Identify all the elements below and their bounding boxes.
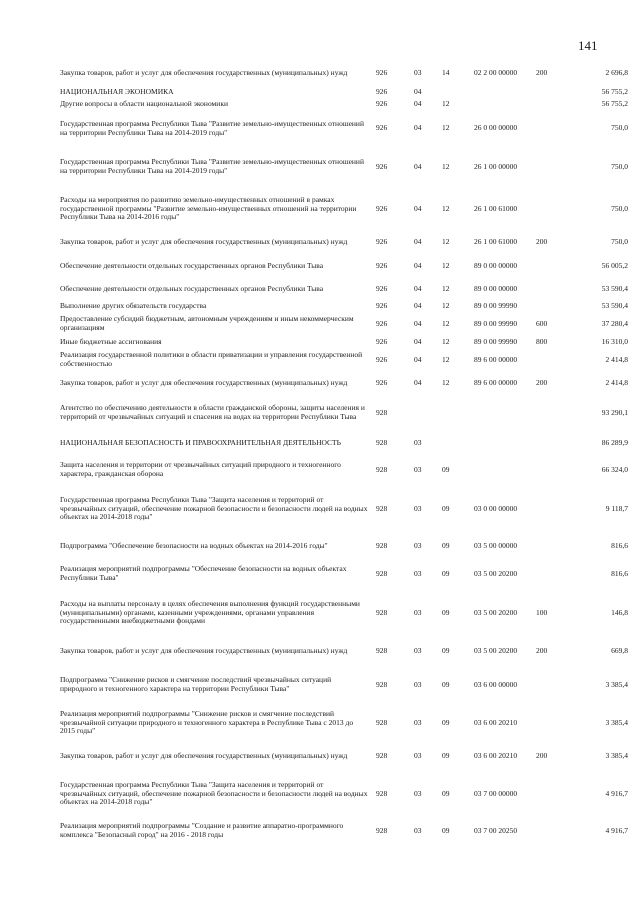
row-subsection: 09 xyxy=(442,464,450,474)
row-subsection: 12 xyxy=(442,260,450,270)
row-name: Расходы на выплаты персоналу в целях обеспечения выполнения функций государственными (муниципальными) органами, казенными учреждениями, органами управления государственными внебюджетными фондами xyxy=(60,599,360,626)
row-expense-type xyxy=(536,278,566,300)
row-expense-type xyxy=(536,455,566,485)
row-target-article: 89 6 00 00000 xyxy=(474,377,518,387)
row-amount: 93 290,1 xyxy=(601,407,628,417)
table-row xyxy=(60,533,628,559)
table-row xyxy=(60,559,628,589)
table-row xyxy=(60,431,628,455)
row-amount: 816,6 xyxy=(611,568,628,578)
row-section: 03 xyxy=(414,67,422,77)
row-target-article: 89 0 00 99990 xyxy=(474,318,518,328)
row-name: Реализация мероприятий подпрограммы "Снижение рисков и смягчение последствий чрезвычайной ситуации природного и техногенного характера в Республике Тыва с 2013 до 2015 годы" xyxy=(60,709,354,736)
row-ministry-code: 926 xyxy=(376,203,388,213)
row-subsection: 12 xyxy=(442,203,450,213)
row-expense-type: 200 xyxy=(536,67,548,77)
row-name: Государственная программа Республики Тыва "Развитие земельно-имущественных отношений на территории Республики Тыва на 2014-2019 годы" xyxy=(60,157,364,175)
row-subsection: 09 xyxy=(442,825,450,835)
row-ministry-code: 926 xyxy=(376,354,388,364)
row-section: 03 xyxy=(414,645,422,655)
row-ministry-code: 926 xyxy=(376,301,388,311)
row-expense-type: 200 xyxy=(536,377,548,387)
row-name: Закупка товаров, работ и услуг для обеспечения государственных (муниципальных) нужд xyxy=(60,67,348,77)
table-row xyxy=(60,335,628,349)
row-ministry-code: 928 xyxy=(376,825,388,835)
row-ministry-code: 926 xyxy=(376,123,388,133)
row-name: Закупка товаров, работ и услуг для обеспечения государственных (муниципальных) нужд xyxy=(60,750,348,760)
row-subsection: 12 xyxy=(442,99,450,109)
row-target-article xyxy=(474,86,536,98)
row-section: 04 xyxy=(414,318,422,328)
row-expense-type xyxy=(536,771,566,817)
row-subsection: 09 xyxy=(442,607,450,617)
row-subsection: 12 xyxy=(442,161,450,171)
row-ministry-code: 928 xyxy=(376,540,388,550)
row-section: 04 xyxy=(414,354,422,364)
row-subsection: 09 xyxy=(442,568,450,578)
row-name: Выполнение других обязательств государства xyxy=(60,301,207,311)
row-target-article: 89 0 00 00000 xyxy=(474,283,518,293)
row-expense-type xyxy=(536,485,566,533)
table-row xyxy=(60,455,628,485)
row-target-article: 03 7 00 20250 xyxy=(474,825,518,835)
table-row xyxy=(60,254,628,278)
page-number: 141 xyxy=(578,38,598,53)
row-expense-type xyxy=(536,817,566,845)
row-section: 03 xyxy=(414,540,422,550)
row-amount: 2 414,8 xyxy=(605,354,628,364)
row-section: 04 xyxy=(414,203,422,213)
row-amount: 66 324,0 xyxy=(601,464,628,474)
row-subsection: 09 xyxy=(442,540,450,550)
row-section: 04 xyxy=(414,336,422,346)
table-row xyxy=(60,300,628,313)
row-amount: 2 696,8 xyxy=(605,67,628,77)
row-name: Закупка товаров, работ и услуг для обеспечения государственных (муниципальных) нужд xyxy=(60,645,348,655)
table-row xyxy=(60,485,628,533)
row-target-article: 03 6 00 20210 xyxy=(474,717,518,727)
row-target-article: 89 0 00 99990 xyxy=(474,301,518,311)
row-name: Закупка товаров, работ и услуг для обеспечения государственных (муниципальных) нужд xyxy=(60,236,348,246)
row-target-article: 89 0 00 00000 xyxy=(474,260,518,270)
row-target-article xyxy=(474,455,536,485)
row-expense-type xyxy=(536,188,566,230)
row-amount: 56 005,2 xyxy=(601,260,628,270)
row-expense-type: 200 xyxy=(536,750,548,760)
row-name: Реализация мероприятий подпрограммы "Создание и развитие аппаратно-программного комплекса "Безопасный город" на 2016 - 2018 годы xyxy=(60,821,344,839)
row-ministry-code: 926 xyxy=(376,99,388,109)
row-subsection xyxy=(442,395,474,431)
row-section: 04 xyxy=(414,377,422,387)
table-row xyxy=(60,637,628,665)
row-target-article: 03 6 00 00000 xyxy=(474,679,518,689)
row-name: Государственная программа Республики Тыва "Развитие земельно-имущественных отношений на территории Республики Тыва на 2014-2019 годы" xyxy=(60,118,364,137)
row-name: Государственная программа Республики Тыва "Защита населения и территорий от чрезвычайных ситуаций, обеспечение пожарной безопасности и безопасности людей на водных объектах на 2014-2018 годы" xyxy=(60,780,368,807)
row-expense-type xyxy=(536,533,566,559)
row-amount: 750,0 xyxy=(611,236,628,246)
row-ministry-code: 928 xyxy=(376,407,388,417)
table-row xyxy=(60,188,628,230)
row-subsection: 12 xyxy=(442,354,450,364)
row-section: 03 xyxy=(414,788,422,798)
row-name: Расходы на мероприятия по развитию земельно-имущественных отношений в рамках государственной программы "Развитие земельно-имущественных отношений на территории Республики Тыва на 2014-2016 годы" xyxy=(60,195,357,222)
row-amount: 56 755,2 xyxy=(601,99,628,109)
row-expense-type xyxy=(536,431,566,455)
row-amount: 53 590,4 xyxy=(601,283,628,293)
row-amount: 4 916,7 xyxy=(605,825,628,835)
row-name: Реализация мероприятий подпрограммы "Обеспечение безопасности на водных объектах Республики Тыва" xyxy=(60,564,347,582)
row-target-article: 03 5 00 00000 xyxy=(474,540,518,550)
row-ministry-code: 928 xyxy=(376,568,388,578)
row-ministry-code: 928 xyxy=(376,607,388,617)
row-ministry-code: 928 xyxy=(376,464,388,474)
row-target-article: 03 5 00 20200 xyxy=(474,568,518,578)
row-name: Реализация государственной политики в области приватизации и управления государственной собственностью xyxy=(60,350,363,368)
row-subsection: 14 xyxy=(442,67,450,77)
row-amount: 3 385,4 xyxy=(605,750,628,760)
row-amount: 9 118,7 xyxy=(605,503,628,513)
row-expense-type xyxy=(536,395,566,431)
table-row xyxy=(60,349,628,371)
row-expense-type: 800 xyxy=(536,336,548,346)
row-target-article: 03 5 00 20200 xyxy=(474,607,518,617)
budget-table xyxy=(60,60,628,845)
row-name: НАЦИОНАЛЬНАЯ БЕЗОПАСНОСТЬ И ПРАВООХРАНИТЕЛЬНАЯ ДЕЯТЕЛЬНОСТЬ xyxy=(60,437,341,447)
table-row xyxy=(60,705,628,741)
row-section: 04 xyxy=(414,260,422,270)
row-target-article: 89 6 00 00000 xyxy=(474,354,518,364)
row-ministry-code: 928 xyxy=(376,437,388,447)
row-ministry-code: 926 xyxy=(376,377,388,387)
row-ministry-code: 928 xyxy=(376,645,388,655)
row-section: 03 xyxy=(414,503,422,513)
row-expense-type: 100 xyxy=(536,607,548,617)
table-row xyxy=(60,146,628,188)
row-subsection: 09 xyxy=(442,717,450,727)
row-section: 03 xyxy=(414,717,422,727)
row-section: 03 xyxy=(414,464,422,474)
row-subsection: 09 xyxy=(442,750,450,760)
row-subsection: 09 xyxy=(442,788,450,798)
table-row xyxy=(60,771,628,817)
table-row xyxy=(60,665,628,705)
row-target-article: 26 1 00 61000 xyxy=(474,236,518,246)
row-name: Подпрограмма "Обеспечение безопасности на водных объектах на 2014-2016 годы" xyxy=(60,540,328,550)
table-row xyxy=(60,230,628,254)
row-ministry-code: 926 xyxy=(376,161,388,171)
table-body xyxy=(60,60,628,845)
row-amount: 56 755,2 xyxy=(601,86,628,96)
row-amount: 146,8 xyxy=(611,607,628,617)
row-section xyxy=(414,395,442,431)
row-name: Государственная программа Республики Тыва "Защита населения и территорий от чрезвычайных ситуаций, обеспечение пожарной безопасности и безопасности людей на водных объектах на 2014-2018 годы" xyxy=(60,495,368,522)
row-name: НАЦИОНАЛЬНАЯ ЭКОНОМИКА xyxy=(60,86,174,96)
row-section: 03 xyxy=(414,607,422,617)
row-section: 03 xyxy=(414,750,422,760)
row-target-article xyxy=(474,395,536,431)
table-row xyxy=(60,313,628,335)
row-ministry-code: 926 xyxy=(376,236,388,246)
row-subsection: 12 xyxy=(442,283,450,293)
row-amount: 4 916,7 xyxy=(605,788,628,798)
row-subsection: 09 xyxy=(442,679,450,689)
row-expense-type xyxy=(536,111,566,146)
table-row xyxy=(60,98,628,111)
row-target-article xyxy=(474,431,536,455)
row-amount: 750,0 xyxy=(611,161,628,171)
row-ministry-code: 926 xyxy=(376,318,388,328)
row-target-article: 02 2 00 00000 xyxy=(474,67,518,77)
row-ministry-code: 926 xyxy=(376,260,388,270)
row-amount: 750,0 xyxy=(611,123,628,133)
row-section: 04 xyxy=(414,99,422,109)
row-subsection: 09 xyxy=(442,645,450,655)
row-target-article xyxy=(474,98,536,111)
row-subsection: 12 xyxy=(442,336,450,346)
row-ministry-code: 926 xyxy=(376,283,388,293)
row-amount: 3 385,4 xyxy=(605,679,628,689)
row-subsection: 09 xyxy=(442,503,450,513)
row-expense-type xyxy=(536,86,566,98)
row-amount: 86 289,9 xyxy=(601,437,628,447)
row-section: 04 xyxy=(414,161,422,171)
table-row xyxy=(60,817,628,845)
row-target-article: 03 0 00 00000 xyxy=(474,503,518,513)
row-name: Защита населения и территории от чрезвычайных ситуаций природного и техногенного характера, гражданская оборона xyxy=(60,460,341,478)
table-row xyxy=(60,741,628,771)
row-amount: 37 280,4 xyxy=(601,318,628,328)
row-expense-type xyxy=(536,349,566,371)
row-name: Подпрограмма "Снижение рисков и смягчение последствий чрезвычайных ситуаций природного и техногенного характера на территории Республики Тыва" xyxy=(60,675,332,693)
row-section: 03 xyxy=(414,437,422,447)
row-target-article: 03 7 00 00000 xyxy=(474,788,518,798)
table-row xyxy=(60,278,628,300)
row-target-article: 89 0 00 99990 xyxy=(474,336,518,346)
row-name: Обеспечение деятельности отдельных государственных органов Республики Тыва xyxy=(60,283,324,293)
row-expense-type xyxy=(536,559,566,589)
row-section: 04 xyxy=(414,86,422,96)
row-amount: 3 385,4 xyxy=(605,717,628,727)
row-expense-type xyxy=(536,98,566,111)
row-section: 03 xyxy=(414,679,422,689)
row-amount: 53 590,4 xyxy=(601,301,628,311)
row-amount: 2 414,8 xyxy=(605,377,628,387)
table-row xyxy=(60,395,628,431)
row-expense-type: 600 xyxy=(536,318,548,328)
row-ministry-code: 928 xyxy=(376,788,388,798)
row-section: 03 xyxy=(414,568,422,578)
row-subsection: 12 xyxy=(442,236,450,246)
row-expense-type: 200 xyxy=(536,236,548,246)
row-section: 04 xyxy=(414,301,422,311)
table-row xyxy=(60,371,628,395)
row-ministry-code: 926 xyxy=(376,67,388,77)
row-expense-type xyxy=(536,300,566,313)
row-name: Иные бюджетные ассигнования xyxy=(60,336,162,346)
row-amount: 16 310,0 xyxy=(601,336,628,346)
row-subsection: 12 xyxy=(442,123,450,133)
row-amount: 669,8 xyxy=(611,645,628,655)
row-ministry-code: 926 xyxy=(376,86,388,96)
row-subsection: 12 xyxy=(442,318,450,328)
row-subsection xyxy=(442,431,474,455)
row-amount: 816,6 xyxy=(611,540,628,550)
table-row xyxy=(60,60,628,86)
row-name: Закупка товаров, работ и услуг для обеспечения государственных (муниципальных) нужд xyxy=(60,377,348,387)
row-amount: 750,0 xyxy=(611,203,628,213)
row-section: 04 xyxy=(414,283,422,293)
row-name: Агентство по обеспечению деятельности в области гражданской обороны, защиты населения и территорий от чрезвычайных ситуаций и спасения на водах на территории Республики Тыва xyxy=(60,403,365,421)
table-row xyxy=(60,86,628,98)
table-row xyxy=(60,589,628,637)
row-section: 04 xyxy=(414,236,422,246)
row-subsection xyxy=(442,86,474,98)
row-ministry-code: 928 xyxy=(376,717,388,727)
row-target-article: 03 6 00 20210 xyxy=(474,750,518,760)
row-target-article: 26 1 00 00000 xyxy=(474,161,518,171)
row-expense-type: 200 xyxy=(536,645,548,655)
row-subsection: 12 xyxy=(442,377,450,387)
row-target-article: 26 1 00 61000 xyxy=(474,203,518,213)
row-name: Обеспечение деятельности отдельных государственных органов Республики Тыва xyxy=(60,260,324,270)
row-expense-type xyxy=(536,254,566,278)
row-subsection: 12 xyxy=(442,301,450,311)
row-expense-type xyxy=(536,705,566,741)
row-target-article: 03 5 00 20200 xyxy=(474,645,518,655)
row-ministry-code: 928 xyxy=(376,750,388,760)
table-row xyxy=(60,111,628,146)
row-name: Другие вопросы в области национальной экономики xyxy=(60,99,228,109)
row-ministry-code: 928 xyxy=(376,503,388,513)
row-expense-type xyxy=(536,146,566,188)
row-section: 04 xyxy=(414,123,422,133)
row-target-article: 26 0 00 00000 xyxy=(474,123,518,133)
row-section: 03 xyxy=(414,825,422,835)
row-name: Предоставление субсидий бюджетным, автономным учреждениям и иным некоммерческим организациям xyxy=(60,314,354,332)
row-ministry-code: 926 xyxy=(376,336,388,346)
row-expense-type xyxy=(536,665,566,705)
row-ministry-code: 928 xyxy=(376,679,388,689)
